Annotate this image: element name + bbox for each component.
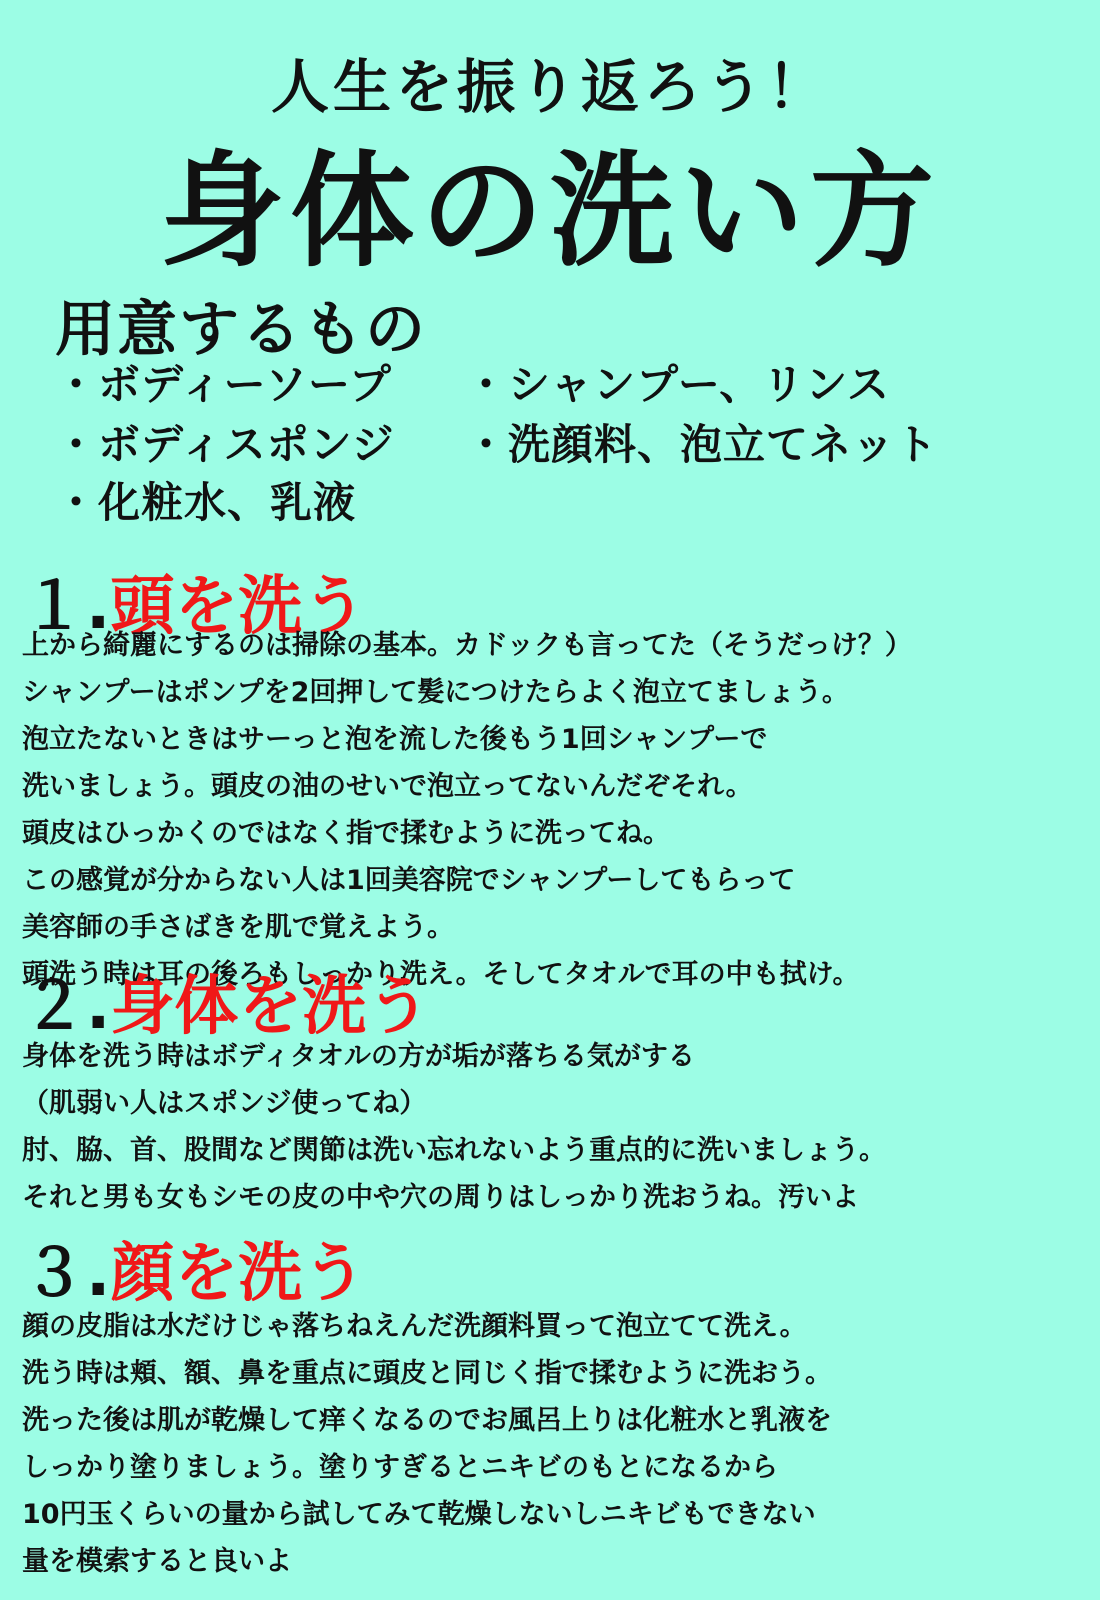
body-line: 量を模索すると良いよ xyxy=(22,1546,292,1577)
page-subtitle: 人生を振り返ろう！ xyxy=(270,53,829,121)
section-number: １. xyxy=(22,570,111,644)
body-line: （肌弱い人はスポンジ使ってね） xyxy=(22,1088,427,1119)
section-body-body xyxy=(22,1033,1092,1221)
body-line: それと男も女もシモの皮の中や穴の周りはしっかり洗おうね。汚いよ xyxy=(22,1182,859,1213)
body-line: 頭皮はひっかくのではなく指で揉むように洗ってね。 xyxy=(22,818,670,849)
body-line: 10円玉くらいの量から試してみて乾燥しないしニキビもできない xyxy=(22,1499,816,1530)
body-line: しっかり塗りましょう。塗りすぎるとニキビのもとになるから xyxy=(22,1452,778,1483)
section-heading-face xyxy=(22,1222,366,1314)
prep-item: ・洗顔料、泡立てネット xyxy=(465,420,939,469)
body-line: 美容師の手さばきを肌で覚えよう。 xyxy=(22,912,454,943)
prep-item: ・シャンプー、リンス xyxy=(465,360,890,409)
section-number: ３. xyxy=(22,1237,111,1311)
section-title: 身体を洗う xyxy=(110,970,431,1044)
section-number: ２. xyxy=(22,970,111,1044)
body-line: 肘、脇、首、股間など関節は洗い忘れないよう重点的に洗いましょう。 xyxy=(22,1135,886,1166)
body-line: 身体を洗う時はボディタオルの方が垢が落ちる気がする xyxy=(22,1041,695,1072)
prep-item: ・ボディスポンジ xyxy=(55,420,395,469)
page-title: 身体の洗い方 xyxy=(159,140,940,284)
body-line: 洗う時は頬、額、鼻を重点に頭皮と同じく指で揉むように洗おう。 xyxy=(22,1358,832,1389)
section-body-face xyxy=(22,1303,1092,1585)
body-line: 顔の皮脂は水だけじゃ落ちねえんだ洗顔料買って泡立てて洗え。 xyxy=(22,1311,807,1342)
body-line: 洗いましょう。頭皮の油のせいで泡立ってないんだぞそれ。 xyxy=(22,771,753,802)
body-line: シャンプーはポンプを2回押して髪につけたらよく泡立てましょう。 xyxy=(22,677,849,708)
prep-item: ・ボディーソープ xyxy=(55,360,392,409)
body-line: この感覚が分からない人は1回美容院でシャンプーしてもらって xyxy=(22,865,796,896)
prep-item: ・化粧水、乳液 xyxy=(55,478,357,527)
section-title: 頭を洗う xyxy=(110,570,367,644)
section-title: 顔を洗う xyxy=(110,1237,367,1311)
body-line: 洗った後は肌が乾燥して痒くなるのでお風呂上りは化粧水と乳液を xyxy=(22,1405,832,1436)
body-line: 頭洗う時は耳の後ろもしっかり洗え。そしてタオルで耳の中も拭け。 xyxy=(22,959,860,990)
prep-heading: 用意するもの xyxy=(55,295,427,365)
body-line: 上から綺麗にするのは掃除の基本。カドックも言ってた（そうだっけ？） xyxy=(22,630,912,661)
body-line: 泡立たないときはサーっと泡を流した後もう1回シャンプーで xyxy=(22,724,768,755)
section-body-head xyxy=(22,622,1092,998)
